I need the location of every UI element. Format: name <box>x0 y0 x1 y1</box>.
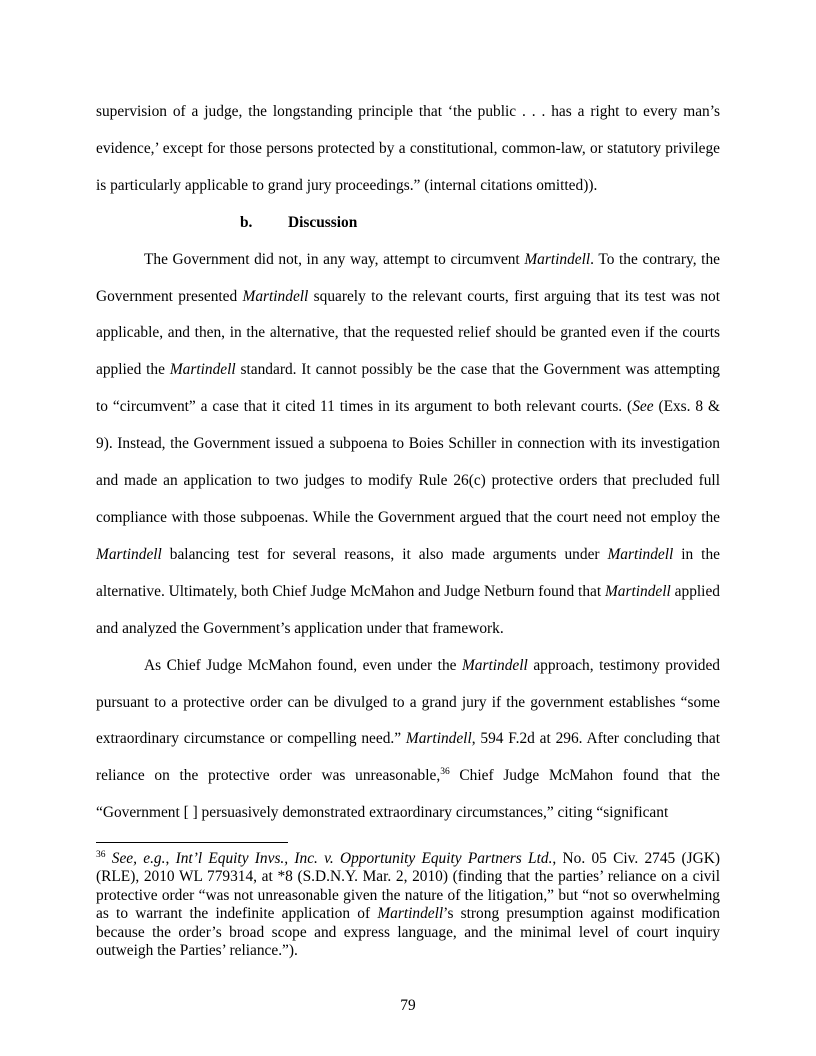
footnote-reference[interactable]: 36 <box>440 767 450 778</box>
section-heading <box>96 205 720 242</box>
footnote-number: 36 <box>96 849 106 860</box>
footnote-36: $^{36}$ See, e.g., Int’l Equity Invs., Inc. v. Opportunity Equity Partners Ltd., No. 05 Civ. 2745 (JGK) (RLE), 2010 WL 779314, at *8 (S.D.N.Y. Mar. 2, 2010) (finding that the parties’ reliance on a civil protective order “was not unreasonable given the nature of the litigation,” but “not so overwhelming as to warrant the indefinite application of Martindell’s strong presumption against modification because the order’s broad scope and express language, and the minimal level of court inquiry outweigh the Parties’ reliance.”). <box>96 849 720 960</box>
footnote-separator <box>96 842 288 843</box>
paragraph-discussion: The Government did not, in any way, attempt to circumvent Martindell. To the contrary, the Government presented Martindell squarely to the relevant courts, first arguing that its test was not applicable, and then, in the alternative, that the requested relief should be granted even if the courts applied the Martindell standard. It cannot possibly be the case that the Government was attempting to “circumvent” a case that it cited 11 times in its argument to both relevant courts. (See (Exs. 8 & 9). Instead, the Government issued a subpoena to Boies Schiller in connection with its investigation and made an application to two judges to modify Rule 26(c) protective orders that precluded full compliance with those subpoenas. While the Government argued that the court need not employ the Martindell balancing test for several reasons, it also made arguments under Martindell in the alternative. Ultimately, both Chief Judge McMahon and Judge Netburn found that Martindell applied and analyzed the Government’s application under that framework. <box>96 250 720 637</box>
page-number: 79 <box>400 997 416 1014</box>
paragraph-continuation: supervision of a judge, the longstanding principle that ‘the public . . . has a right to every man’s evidence,’ except for those persons protected by a constitutional, common-law, or statutory privilege is particularly applicable to grand jury proceedings.” (internal citations omitted)). <box>96 103 720 194</box>
section-heading-title: Discussion <box>288 213 358 231</box>
paragraph-mcmahon: As Chief Judge McMahon found, even under the Martindell approach, testimony provided pursuant to a protective order can be divulged to a grand jury if the government establishes “some extraordinary circumstance or compelling need.” Martindell, 594 F.2d at 296. After concluding that reliance on the protective order was unreasonable,$^{36}$ Chief Judge McMahon found that the “Government [ ] persuasively demonstrated extraordinary circumstances,” citing “significant <box>96 656 720 822</box>
body-text <box>96 94 720 832</box>
document-page <box>96 0 720 1056</box>
section-heading-number: b. <box>240 213 253 231</box>
